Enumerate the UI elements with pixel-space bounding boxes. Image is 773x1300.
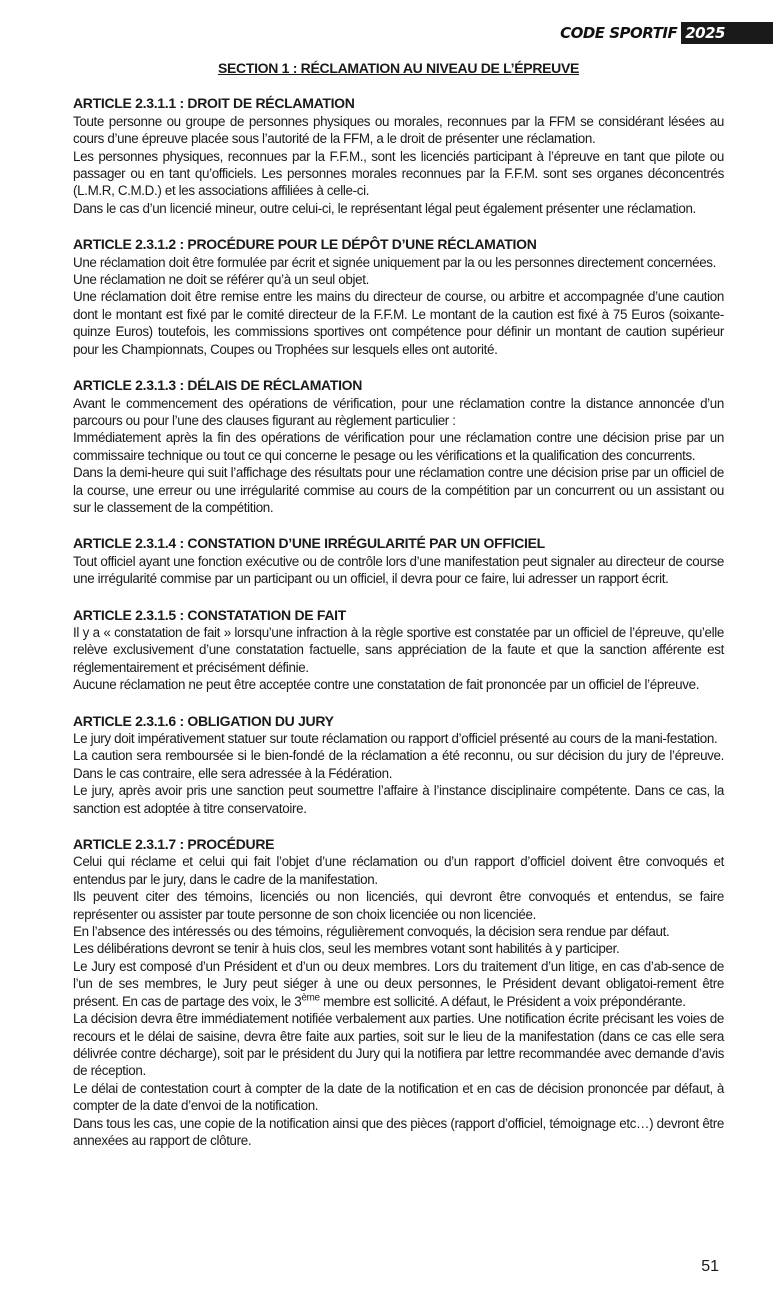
article-2-3-1-6 <box>73 713 724 817</box>
article-title: ARTICLE 2.3.1.3 : DÉLAIS DE RÉCLAMATION <box>73 377 363 394</box>
article-2-3-1-3 <box>73 377 724 516</box>
paragraph-text: membre est sollicité. A défaut, le Président a voix prépondérante. <box>319 993 686 1009</box>
article-paragraph: Une réclamation ne doit se référer qu’à un seul objet. <box>73 272 369 288</box>
article-paragraph: Les délibérations devront se tenir à huis clos, seul les membres votant sont habilités à y participer. <box>73 941 620 957</box>
article-paragraph: Dans la demi-heure qui suit l’affichage des résultats pour une réclamation contre une décision prise par un officiel de la course, une erreur ou une irrégularité commise au cours de la compétition par un concurrent ou un assistant ou sur le classement de la compétition. <box>73 465 724 515</box>
article-paragraph: Une réclamation doit être formulée par écrit et signée uniquement par la ou les personnes directement concernées. <box>73 254 717 270</box>
article-2-3-1-5 <box>73 607 724 694</box>
brand-name: CODE SPORTIF <box>560 24 678 42</box>
article-paragraph: Le jury, après avoir pris une sanction peut soumettre l’affaire à l’instance disciplinaire compétente. Dans ce cas, la sanction est adoptée à titre conservatoire. <box>73 783 724 816</box>
article-paragraph: Immédiatement après la fin des opérations de vérification pour une réclamation contre une décision prise par un commissaire technique ou tout ce qui concerne le pesage ou les vérifications et la qualification des concurrents. <box>73 430 724 463</box>
article-paragraph: Avant le commencement des opérations de vérification, pour une réclamation contre la distance annoncée d’un parcours ou pour l’une des clauses figurant au règlement particulier : <box>73 395 724 428</box>
article-paragraph: Tout officiel ayant une fonction exécutive ou de contrôle lors d’une manifestation peut signaler au directeur de course une irrégularité commise par un participant ou un officiel, il devra pour ce faire, lui adresser un rapport écrit. <box>73 553 724 587</box>
article-paragraph: Celui qui réclame et celui qui fait l’objet d’une réclamation ou d’un rapport d’officiel doivent être convoqués et entendus par le jury, dans le cadre de la manifestation. <box>73 854 724 887</box>
article-title: ARTICLE 2.3.1.1 : DROIT DE RÉCLAMATION <box>73 95 355 112</box>
article-title: ARTICLE 2.3.1.2 : PROCÉDURE POUR LE DÉPÔT D’UNE RÉCLAMATION <box>73 236 537 253</box>
article-2-3-1-7 <box>73 836 724 1149</box>
article-title: ARTICLE 2.3.1.4 : CONSTATION D’UNE IRRÉGULARITÉ PAR UN OFFICIEL <box>73 535 545 552</box>
article-paragraph: La décision devra être immédiatement notifiée verbalement aux parties. Une notification écrite précisant les voies de recours et le délai de saisine, devra être faite aux parties, soit sur le lieu de la manifestation (dans ce cas elle sera délivrée contre décharge), soit par le président du Jury qui la notifiera par lettre recommandée avec demande d’avis de réception. <box>73 1011 724 1079</box>
article-paragraph: En l’absence des intéressés ou des témoins, régulièrement convoqués, la décision sera rendue par défaut. <box>73 924 670 940</box>
article-2-3-1-4 <box>73 535 724 587</box>
article-paragraph: Ils peuvent citer des témoins, licenciés ou non licenciés, qui devront être convoqués et entendus, se faire représenter ou assister par toute personne de son choix licenciée ou non licenciée. <box>73 889 724 922</box>
section-title: SECTION 1 : RÉCLAMATION AU NIVEAU DE L’ÉPREUVE <box>217 60 580 76</box>
article-paragraph: Toute personne ou groupe de personnes physiques ou morales, reconnues par la FFM se considérant lésées au cours d’une épreuve placée sous l’autorité de la FFM, a le droit de présenter une réclamation. <box>73 113 724 147</box>
ordinal-superscript: ème <box>301 992 320 1004</box>
header-brand <box>560 22 773 44</box>
page-number: 51 <box>701 1258 719 1275</box>
article-title: ARTICLE 2.3.1.6 : OBLIGATION DU JURY <box>73 712 334 729</box>
article-paragraph: La caution sera remboursée si le bien-fondé de la réclamation a été reconnu, ou sur décision du jury de l’épreuve. Dans le cas contraire, elle sera adressée à la Fédération. <box>73 748 724 781</box>
article-paragraph: Les personnes physiques, reconnues par la F.F.M., sont les licenciés participant à l’épreuve en tant que pilote ou passager ou en tant qu’officiels. Les personnes morales reconnues par la F.F.M. sont ses organes déconcentrés (L.M.R, C.M.D.) et les associations affiliées à celle-ci. <box>73 148 724 199</box>
article-paragraph: Aucune réclamation ne peut être acceptée contre une constatation de fait prononcée par un officiel de l’épreuve. <box>73 677 700 693</box>
article-paragraph: Une réclamation doit être remise entre les mains du directeur de course, ou arbitre et accompagnée d’une caution dont le montant est fixé par le comité directeur de la F.F.M. Le montant de la caution est fixé à 75 Euros (soixante-quinze Euros) toutefois, les commissions sportives ont compétence pour définir un montant de caution supérieur pour les Championnats, Coupes ou Trophées sur lesquels elles ont autorité. <box>73 289 724 357</box>
article-2-3-1-1 <box>73 95 724 217</box>
paragraph-text: Le Jury est composé d’un Président et d’un ou deux membres. Lors du traitement d’un litige, en cas d’ab-sence de l’un de ses membres, le Jury peut siéger à une ou deux personnes, le Président devant obligatoi-rement être présent. En cas de partage des voix, le 3 <box>73 958 724 1009</box>
article-2-3-1-2 <box>73 236 724 358</box>
article-paragraph: Dans tous les cas, une copie de la notification ainsi que des pièces (rapport d’officiel, témoignage etc…) devront être annexées au rapport de clôture. <box>73 1115 724 1148</box>
brand-year-badge: 2025 <box>681 22 773 44</box>
article-title: ARTICLE 2.3.1.7 : PROCÉDURE <box>73 836 275 853</box>
article-paragraph: Il y a « constatation de fait » lorsqu’une infraction à la règle sportive est constatée par un officiel de l’épreuve, qu’elle relève exclusivement d’une constatation factuelle, sans appréciation de la faute et que la sanction afférente est réglementairement et précisément définie. <box>73 624 724 675</box>
article-paragraph: Le jury doit impérativement statuer sur toute réclamation ou rapport d’officiel présenté au cours de la mani-festation. <box>73 731 718 746</box>
article-title: ARTICLE 2.3.1.5 : CONSTATATION DE FAIT <box>73 606 347 623</box>
article-paragraph: Dans le cas d’un licencié mineur, outre celui-ci, le représentant légal peut également présenter une réclamation. <box>73 200 696 216</box>
page-content <box>73 60 724 1168</box>
article-paragraph: Le délai de contestation court à compter de la date de la notification et en cas de décision prononcée par défaut, à compter de la date d’envoi de la notification. <box>73 1080 724 1114</box>
article-paragraph <box>73 958 724 1010</box>
